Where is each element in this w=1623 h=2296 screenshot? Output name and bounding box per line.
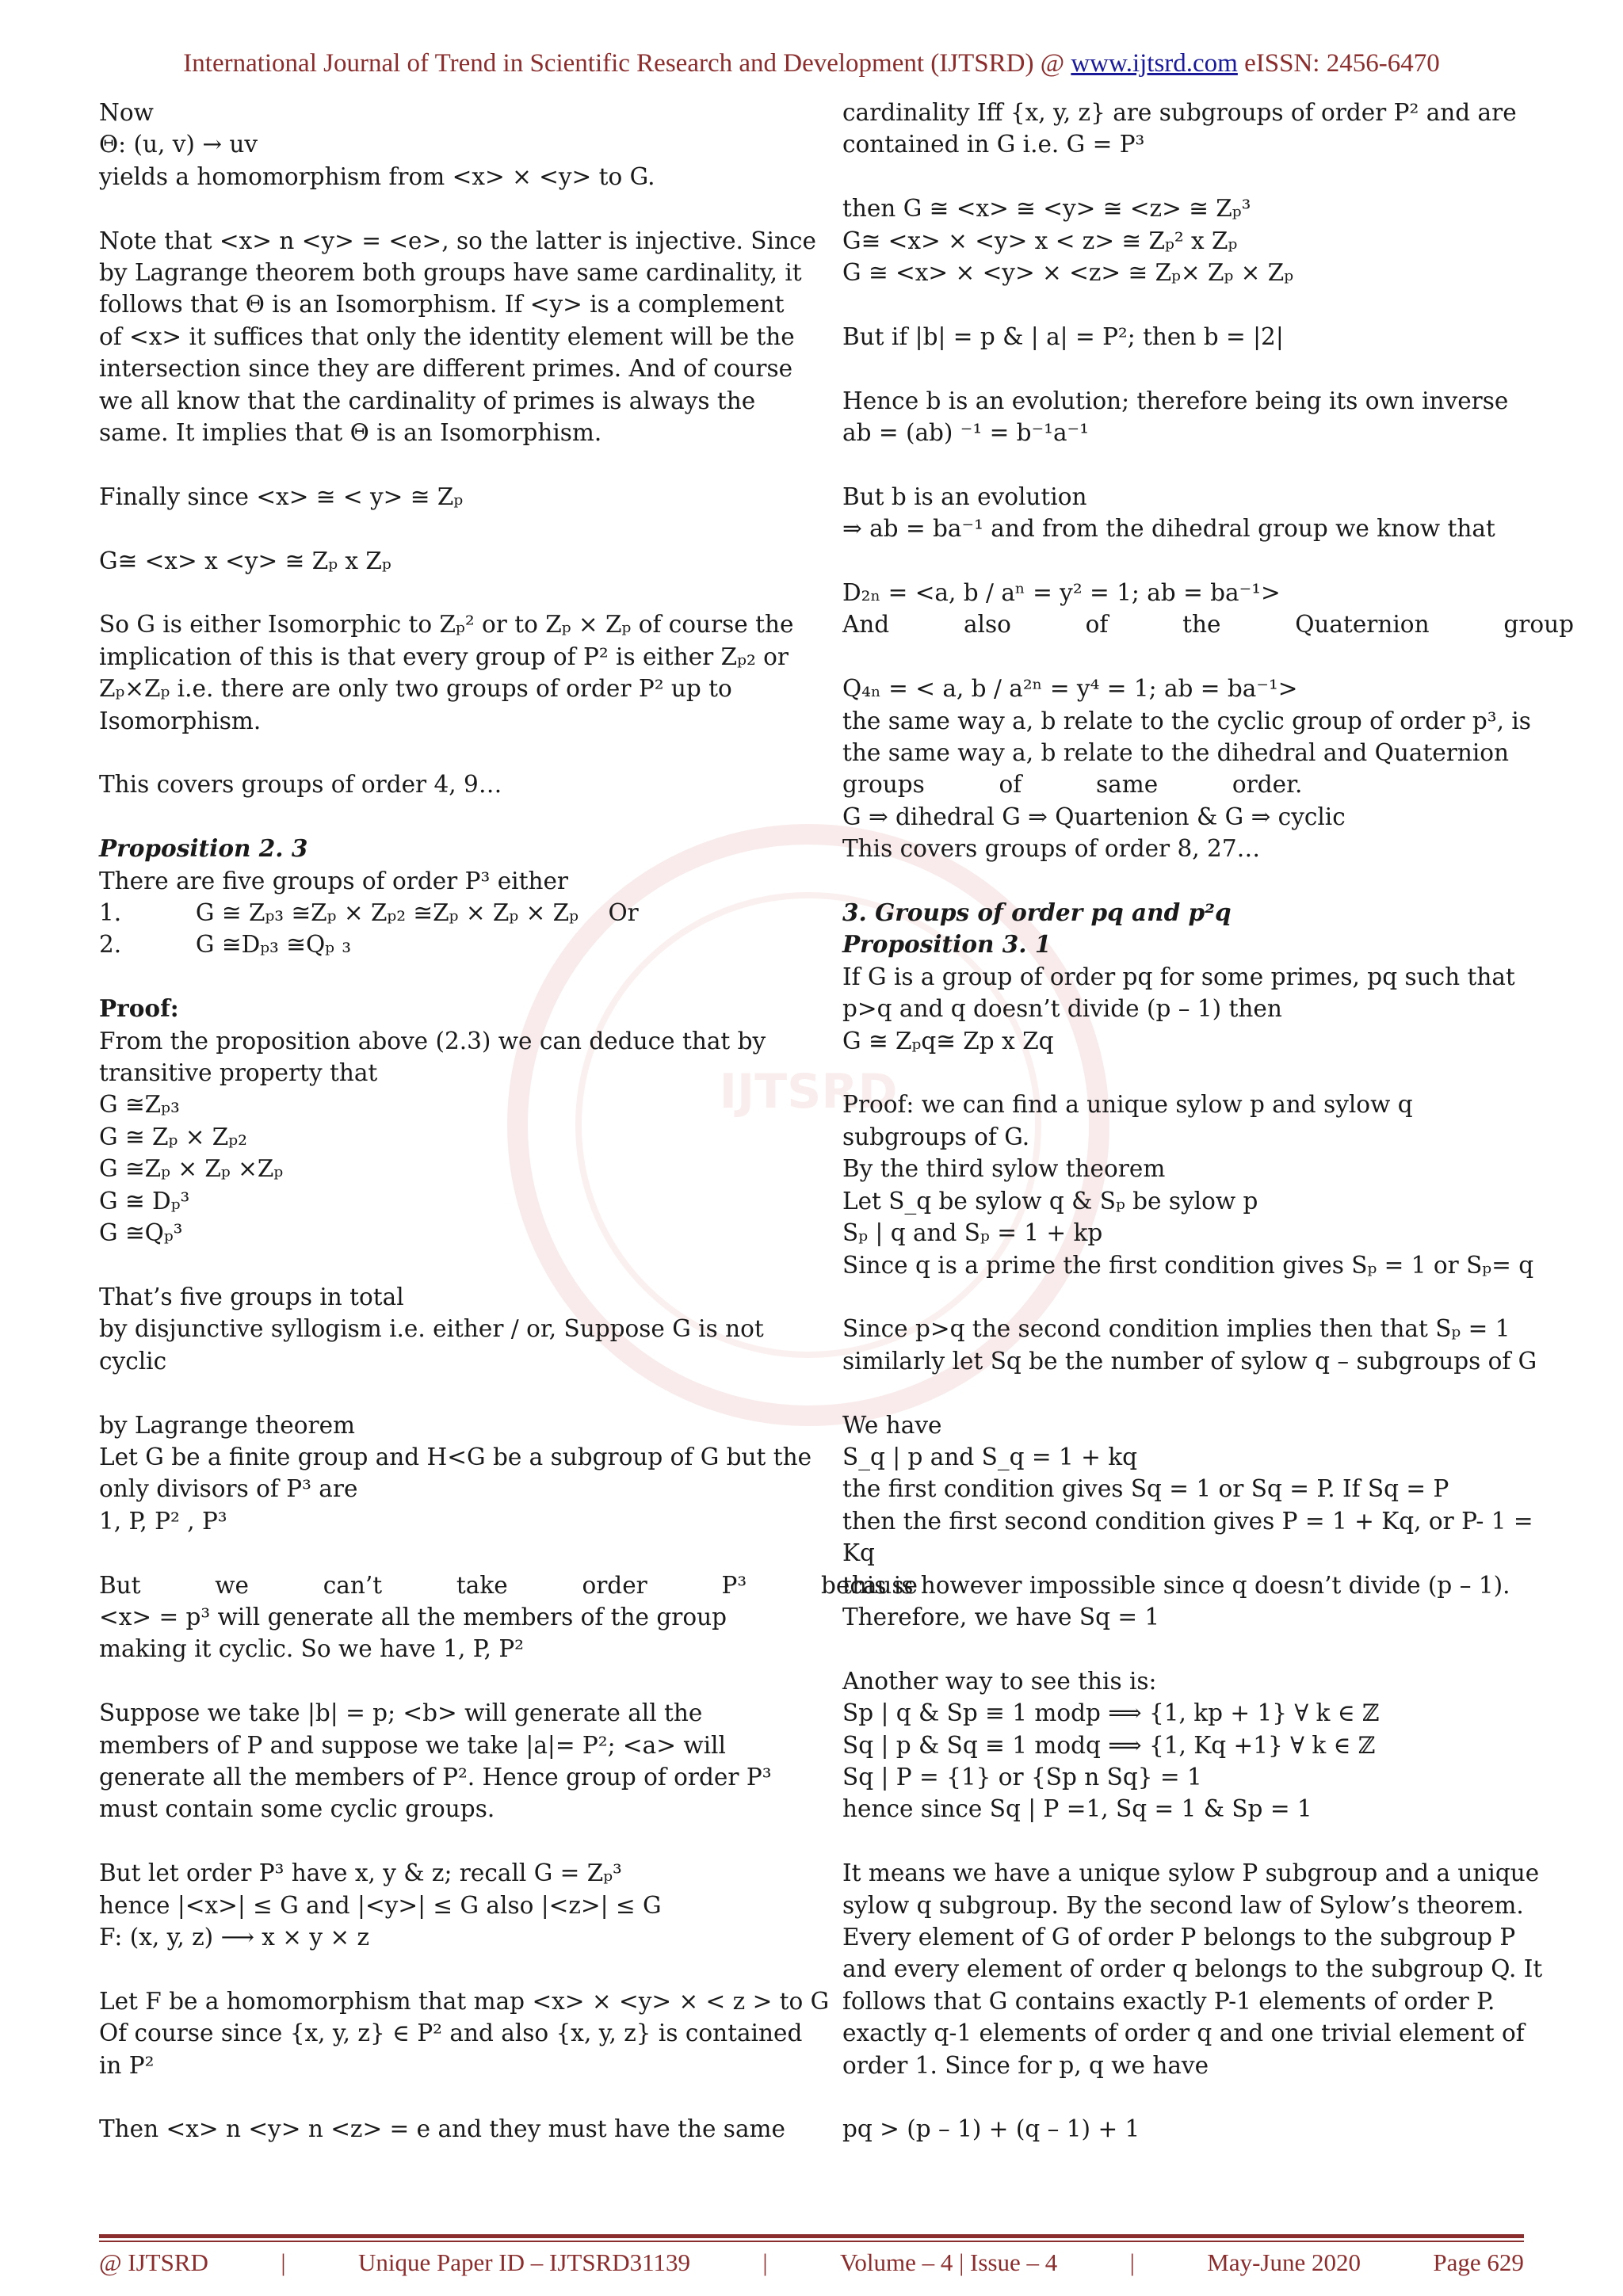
footer-volume: Volume – 4 | Issue – 4: [839, 2248, 1058, 2276]
text-line: G ≅ Zₚq≅ Zp x Zq: [842, 1027, 1054, 1055]
header-link[interactable]: www.ijtsrd.com: [1071, 49, 1238, 78]
text-line: sylow q subgroup. By the second law of Sylow’s theorem.: [842, 1891, 1524, 1919]
text-line: cardinality Iff {x, y, z} are subgroups of order P² and are: [842, 99, 1517, 126]
paragraph-gap: [842, 353, 1623, 384]
text-line: S_q | p and S_q = 1 + kq: [842, 1443, 1137, 1470]
text-line: Every element of G of order P belongs to the subgroup P: [842, 1923, 1516, 1951]
paragraph-gap: [99, 2081, 882, 2113]
text-line: Now: [99, 99, 154, 126]
text-line: follows that G contains exactly P-1 elements of order P.: [842, 1987, 1495, 2015]
text-line: Let G be a finite group and H<G be a subgroup of G but the: [99, 1443, 812, 1470]
text-line: G ≅Zₚ × Zₚ ×Zₚ: [99, 1155, 284, 1183]
text-line: G ≅ <x> × <y> × <z> ≅ Zₚ× Zₚ × Zₚ: [842, 259, 1294, 287]
text-line: So G is either Isomorphic to Zₚ² or to Zₚ × Zₚ of course the: [99, 611, 794, 639]
text-line: It means we have a unique sylow P subgroup and a unique: [842, 1859, 1540, 1887]
text-line: hence since Sq | P =1, Sq = 1 & Sp = 1: [842, 1795, 1312, 1823]
text-line: of <x> it suffices that only the identity element will be the: [99, 322, 795, 350]
text-line: the same way a, b relate to the cyclic group of order p³, is: [842, 707, 1531, 734]
page-footer: [99, 2248, 1524, 2277]
text-line: Sp | q & Sp ≡ 1 modp ⟹ {1, kp + 1} ∀ k ∈ ℤ: [842, 1699, 1380, 1727]
paragraph-gap: [842, 2081, 1623, 2113]
text-line: by Lagrange theorem both groups have same cardinality, it: [99, 259, 802, 287]
text-line: Another way to see this is:: [842, 1667, 1157, 1695]
text-line: same. It implies that Θ is an Isomorphism.: [99, 419, 602, 447]
text-line: <x> = p³ will generate all the members of the group: [99, 1603, 727, 1630]
text-line: Proof: we can find a unique sylow p and sylow q: [842, 1091, 1413, 1119]
right-column: [842, 97, 1623, 2145]
paragraph-gap: [99, 1665, 882, 1697]
footer-separator: |: [281, 2248, 286, 2276]
text-line: the first condition gives Sq = 1 or Sq = P. If Sq = P: [842, 1475, 1449, 1503]
footer-rule: [99, 2234, 1524, 2238]
text-line: G ≅Zₚ₃: [99, 1091, 180, 1119]
text-line: Therefore, we have Sq = 1: [842, 1603, 1160, 1630]
text-line: G ≅ Dₚ³: [99, 1187, 190, 1215]
paragraph-gap: [99, 193, 882, 224]
text-line: implication of this is that every group of P² is either Zₚ₂ or: [99, 643, 789, 670]
text-line: similarly let Sq be the number of sylow q – subgroups of G: [842, 1347, 1537, 1375]
paragraph-gap: [842, 1633, 1623, 1665]
text-line: F: (x, y, z) ⟶ x × y × z: [99, 1923, 370, 1951]
paragraph-gap: [99, 737, 882, 769]
seal-text: IJTSRD: [719, 1064, 898, 1119]
left-column: [99, 97, 918, 2145]
paragraph-gap: [99, 577, 882, 608]
text-line: 1. G ≅ Zₚ₃ ≅Zₚ × Zₚ₂ ≅Zₚ × Zₚ × Zₚ Or: [99, 899, 639, 927]
paragraph-gap: [842, 545, 1623, 577]
text-line: Of course since {x, y, z} ∈ P² and also {x, y, z} is contained: [99, 2019, 803, 2047]
text-line: Note that <x> n <y> = <e>, so the latter is injective. Since: [99, 227, 816, 254]
text-line: and every element of order q belongs to the subgroup Q. It: [842, 1955, 1543, 1983]
text-line: generate all the members of P². Hence group of order P³: [99, 1763, 772, 1791]
text-line: And also of the Quaternion group: [842, 611, 1574, 639]
text-line: subgroups of G.: [842, 1123, 1030, 1150]
text-line: the same way a, b relate to the dihedral and Quaternion: [842, 739, 1510, 767]
text-line: G ⇒ dihedral G ⇒ Quartenion & G ⇒ cyclic: [842, 803, 1346, 830]
text-line: groups of same order.: [842, 771, 1303, 799]
text-line: There are five groups of order P³ either: [99, 867, 569, 894]
text-line: Then <x> n <y> n <z> = e and they must have the same: [99, 2115, 785, 2143]
text-line: hence |<x>| ≤ G and |<y>| ≤ G also |<z>| ≤ G: [99, 1891, 662, 1919]
text-line: Θ: (u, v) → uv: [99, 131, 258, 158]
header-journal-title: International Journal of Trend in Scientific Research and Development (IJTSRD) @: [183, 49, 1071, 78]
text-line: order 1. Since for p, q we have: [842, 2051, 1209, 2079]
text-line: exactly q-1 elements of order q and one trivial element of: [842, 2019, 1525, 2047]
footer-paper-id: Unique Paper ID – IJTSRD31139: [357, 2248, 690, 2276]
text-line: But let order P³ have x, y & z; recall G = Zₚ³: [99, 1859, 622, 1887]
text-line: This covers groups of order 8, 27…: [842, 835, 1261, 863]
footer-separator: |: [1129, 2248, 1135, 2276]
text-line: Sₚ | q and Sₚ = 1 + kp: [842, 1219, 1103, 1247]
text-line: yields a homomorphism from <x> × <y> to G.: [99, 162, 655, 190]
text-line: follows that Θ is an Isomorphism. If <y> is a complement: [99, 291, 785, 318]
paragraph-gap: [842, 161, 1623, 193]
paragraph-gap: [99, 1377, 882, 1409]
text-line: We have: [842, 1411, 942, 1439]
text-line: in P²: [99, 2051, 155, 2079]
paragraph-gap: [99, 1953, 882, 1985]
text-line: ⇒ ab = ba⁻¹ and from the dihedral group we know that: [842, 515, 1495, 543]
text-line: Zₚ×Zₚ i.e. there are only two groups of order P² up to: [99, 675, 732, 703]
text-line: Let F be a homomorphism that map <x> × <y> × < z > to G: [99, 1987, 830, 2015]
text-line: This covers groups of order 4, 9…: [99, 771, 502, 799]
text-line: we all know that the cardinality of primes is always the: [99, 387, 756, 414]
text-line: pq > (p – 1) + (q – 1) + 1: [842, 2115, 1140, 2143]
text-line: 1, P, P² , P³: [99, 1507, 227, 1535]
paragraph-gap: [842, 865, 1623, 897]
paragraph-gap: [842, 1377, 1623, 1409]
proof-heading: Proof:: [99, 994, 179, 1023]
text-line: That’s five groups in total: [99, 1283, 404, 1310]
paragraph-gap: [842, 1825, 1623, 1857]
text-line: But we can’t take order P³ because: [99, 1571, 918, 1599]
proposition-heading: Proposition 3. 1: [842, 930, 1052, 959]
text-line: cyclic: [99, 1347, 167, 1375]
text-line: Hence b is an evolution; therefore being its own inverse: [842, 387, 1509, 414]
text-line: by disjunctive syllogism i.e. either / or, Suppose G is not: [99, 1315, 764, 1343]
text-line: contained in G i.e. G = P³: [842, 131, 1145, 158]
text-line: by Lagrange theorem: [99, 1411, 356, 1439]
text-line: Q₄ₙ = < a, b / a²ⁿ = y⁴ = 1; ab = ba⁻¹>: [842, 675, 1298, 703]
running-header: [0, 49, 1623, 78]
footer-date: May-June 2020: [1207, 2248, 1361, 2276]
text-line: only divisors of P³ are: [99, 1475, 358, 1503]
text-line: Finally since <x> ≅ < y> ≅ Zₚ: [99, 482, 464, 510]
section-heading: 3. Groups of order pq and p²q: [842, 898, 1232, 927]
text-line: must contain some cyclic groups.: [99, 1795, 495, 1823]
footer-page-number: Page 629: [1433, 2248, 1524, 2276]
text-line: G ≅Qₚ³: [99, 1219, 183, 1247]
text-line: G ≅ Zₚ × Zₚ₂: [99, 1123, 247, 1150]
text-line: G≅ <x> × <y> x < z> ≅ Zₚ² x Zₚ: [842, 227, 1238, 254]
text-line: then G ≅ <x> ≅ <y> ≅ <z> ≅ Zₚ³: [842, 195, 1251, 223]
paragraph-gap: [99, 1825, 882, 1857]
proposition-heading: Proposition 2. 3: [99, 834, 308, 863]
paragraph-gap: [99, 961, 882, 993]
paragraph-gap: [99, 448, 882, 480]
text-line: Sq | P = {1} or {Sp n Sq} = 1: [842, 1763, 1202, 1791]
paragraph-gap: [842, 641, 1623, 673]
text-line: Sq | p & Sq ≡ 1 modq ⟹ {1, Kq +1} ∀ k ∈ ℤ: [842, 1731, 1376, 1759]
footer-separator: |: [762, 2248, 768, 2276]
text-line: transitive property that: [99, 1059, 378, 1087]
text-line: From the proposition above (2.3) we can deduce that by: [99, 1027, 766, 1055]
text-line: intersection since they are different primes. And of course: [99, 355, 793, 383]
text-line: ab = (ab) ⁻¹ = b⁻¹a⁻¹: [842, 419, 1089, 447]
text-line: But b is an evolution: [842, 482, 1087, 510]
paragraph-gap: [842, 1057, 1623, 1089]
paragraph-gap: [842, 288, 1623, 320]
text-line: this is however impossible since q doesn’t divide (p – 1).: [842, 1571, 1510, 1599]
text-line: Let S_q be sylow q & Sₚ be sylow p: [842, 1187, 1258, 1215]
paragraph-gap: [99, 801, 882, 833]
text-line: If G is a group of order pq for some primes, pq such that: [842, 963, 1515, 990]
text-line: But if |b| = p & | a| = P²; then b = |2|: [842, 322, 1284, 350]
text-line: Since p>q the second condition implies then that Sₚ = 1: [842, 1315, 1510, 1343]
text-line: Since q is a prime the first condition gives Sₚ = 1 or Sₚ= q: [842, 1251, 1534, 1279]
text-line: Kq: [842, 1539, 875, 1567]
text-line: Suppose we take |b| = p; <b> will generate all the: [99, 1699, 703, 1727]
footer-site: @ IJTSRD: [99, 2248, 208, 2276]
text-line: By the third sylow theorem: [842, 1155, 1166, 1183]
header-issn: eISSN: 2456-6470: [1237, 49, 1440, 78]
paragraph-gap: [99, 513, 882, 544]
text-line: Isomorphism.: [99, 707, 262, 734]
text-line: G≅ <x> x <y> ≅ Zₚ x Zₚ: [99, 547, 391, 574]
paragraph-gap: [99, 1249, 882, 1281]
paragraph-gap: [842, 448, 1623, 480]
text-line: D₂ₙ = <a, b / aⁿ = y² = 1; ab = ba⁻¹>: [842, 579, 1281, 607]
text-line: members of P and suppose we take |a|= P²; <a> will: [99, 1731, 726, 1759]
paragraph-gap: [99, 1537, 882, 1569]
text-line: making it cyclic. So we have 1, P, P²: [99, 1635, 524, 1663]
footer-rule-thin: [99, 2241, 1524, 2242]
text-line: then the first second condition gives P = 1 + Kq, or P- 1 =: [842, 1507, 1533, 1535]
text-line: p>q and q doesn’t divide (p – 1) then: [842, 995, 1282, 1023]
text-line: 2. G ≅Dₚ₃ ≅Qₚ ₃: [99, 931, 352, 959]
paragraph-gap: [842, 1281, 1623, 1313]
